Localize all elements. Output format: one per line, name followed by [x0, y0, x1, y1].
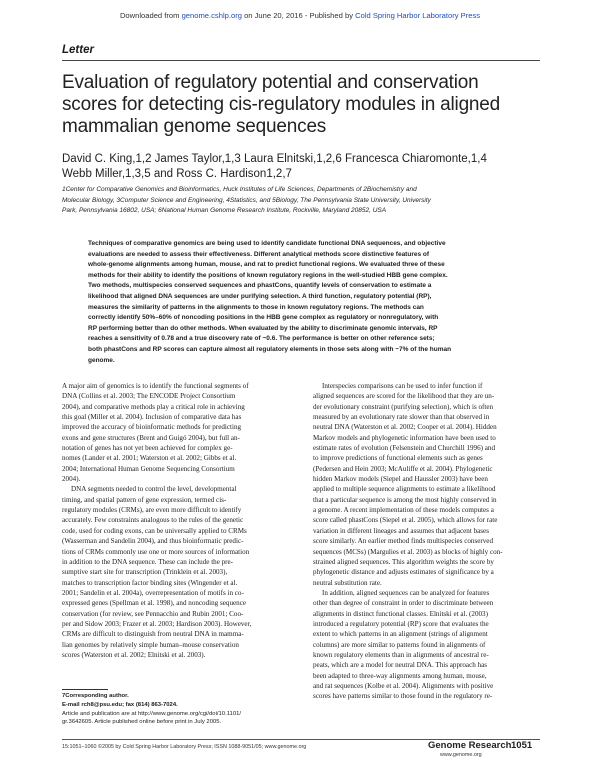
body-line: that a particular sequence is among the most highly conserved in	[313, 495, 497, 504]
abstract-line: RP performing better than do other methods. When evaluated by the ability to discriminate genomic intervals, RP	[88, 324, 438, 332]
body-line: applied to multiple sequence alignments to estimate a likelihood	[313, 485, 496, 494]
body-line: measured by an evolutionary rate slower than that observed in	[313, 413, 490, 422]
footnote-line: 7Corresponding author.	[62, 693, 129, 699]
abstract-line: Two methods, multispecies conserved sequences and phastCons, quantify levels of conservation to estimate a	[88, 282, 432, 290]
body-line: scores have patterns similar to those found in the regulatory re-	[313, 692, 493, 701]
body-line: to improve predictions of functional elements such as genes	[313, 454, 483, 463]
abstract-line: whole-genome alignments among human, mouse, and rat to predict functional regions. We evaluated three of these	[88, 261, 445, 269]
title-line: mammalian genome sequences	[62, 116, 327, 137]
body-line: per and Sidow 2003; Frazer et al. 2003; Hardison 2003). However,	[62, 619, 252, 628]
body-line: code, used for coding exons, can be universally applied to CRMs	[62, 526, 247, 535]
body-line: phylogenetic distance and adjusts estimates of significance by a	[313, 568, 494, 577]
body-line: accurately. Few constraints analogous to the rules of the genetic	[62, 516, 244, 525]
affiliation-line: 1Center for Comparative Genomics and Bioinformatics, Huck Institutes of Life Sciences, Departments of 2Biochemistry and	[62, 186, 417, 193]
body-line: scores (Waterston et al. 2002; Elnitski et al. 2003).	[62, 650, 206, 659]
abstract-line: measures the similarity of patterns in the alignments to those in known regulatory regions. The methods can	[88, 303, 424, 311]
body-line: 2004), and comparative methods play a critical role in achieving	[62, 402, 245, 411]
body-line: notation of genes has not yet been achieved for complex ge-	[62, 444, 233, 453]
title-line: scores for detecting cis-regulatory modules in aligned	[62, 94, 501, 115]
affiliation-line: Park, Pennsylvania 16802, USA; 6National Human Genome Research Institute, Rockville, Maryland 20852, USA	[62, 207, 387, 214]
abstract-line: evaluations are needed to assess their effectiveness. Different analytical methods score distinctive features of	[88, 250, 430, 258]
body-line: hidden Markov models (Siepel and Haussler 2003) have been	[313, 475, 488, 484]
author-line: David C. King,1,2 James Taylor,1,3 Laura Elnitski,1,2,6 Francesca Chiaromonte,1,4	[62, 153, 487, 165]
body-line: strained aligned sequences. This algorithm weights the score by	[313, 557, 494, 566]
body-line: aligned sequences are scored for the likelihood that they are un-	[313, 392, 495, 401]
body-line: score called phastCons (Siepel et al. 2005), which allows for rate	[313, 516, 498, 525]
title-line: Evaluation of regulatory potential and conservation	[62, 72, 479, 93]
download-notice	[0, 11, 600, 20]
body-line: DNA (Collins et al. 2003; The ENCODE Project Consortium	[62, 392, 236, 401]
body-line: estimate rates of evolution (Felsenstein and Churchill 1996) and	[313, 444, 496, 453]
body-line: introduced a regulatory potential (RP) score that evaluates the	[313, 619, 489, 628]
body-line: nomes (Lander et al. 2001; Waterston et al. 2002; Gibbs et al.	[62, 454, 237, 463]
body-line: Markov models and phylogenetic information have been used to	[313, 433, 496, 442]
body-line: Interspecies comparisons can be used to infer function if	[322, 382, 483, 390]
body-line: timing, and spatial pattern of gene expression, termed cis-	[62, 495, 227, 504]
body-line: DNA segments needed to control the level, developmental	[71, 485, 237, 494]
body-line: (Pedersen and Hein 2003; McAuliffe et al. 2004). Phylogenetic	[313, 464, 493, 473]
journal-name: Genome Research	[428, 740, 512, 751]
body-line: In addition, aligned sequences can be analyzed for features	[322, 588, 490, 597]
body-line: variation in different lineages and assumes that adjacent bases	[313, 526, 489, 535]
body-column-left	[62, 381, 284, 660]
publisher-link[interactable]: Cold Spring Harbor Laboratory Press	[355, 11, 481, 20]
abstract	[88, 239, 513, 366]
abstract-line: both phastCons and RP scores can capture almost all regulatory elements in those sets along with ~7% of the human	[88, 345, 452, 353]
body-line: CRMs are difficult to distinguish from neutral DNA in mamma-	[62, 630, 244, 639]
body-line: A major aim of genomics is to identify the functional segments of	[62, 382, 249, 390]
affiliation-line: Molecular Biology, 3Computer Science and Engineering, 4Statistics, and 5Biology, The Pennsylvania State University, University	[62, 196, 431, 204]
body-line: a genome. A recent implementation of these models computes a	[313, 506, 494, 515]
body-line: der evolutionary constraint (purifying selection), which is often	[313, 402, 494, 411]
body-line: this goal (Miller et al. 2004). Inclusion of comparative data has	[62, 413, 242, 422]
body-line: improved the accuracy of bioinformatic methods for predicting	[62, 423, 242, 432]
body-line: in addition to the DNA sequence. These can include the pre-	[62, 557, 234, 566]
download-middle: on June 20, 2016 - Published by	[241, 11, 356, 20]
body-line: peats, which are a model for neutral DNA. This approach has	[313, 661, 488, 670]
abstract-line: genome.	[88, 356, 115, 364]
body-line: lian genomes by relatively simple human–mouse conservation	[62, 640, 239, 649]
copyright-line: 15:1051–1060 ©2005 by Cold Spring Harbor Laboratory Press; ISSN 1088-9051/05; www.genome.org	[62, 744, 307, 750]
footnote-line: Article and publication are at http://www.genome.org/cgi/doi/10.1101/	[62, 710, 242, 717]
journal-url[interactable]: www.genome.org	[440, 752, 482, 758]
body-line: and rat sequences (Kolbe et al. 2004). Alignments with positive	[313, 681, 494, 690]
body-line: exons and gene structures (Brent and Guigó 2004), but full an-	[62, 433, 240, 442]
body-line: known regulatory elements than in alignments of ancestral re-	[313, 650, 489, 659]
body-line: expressed genes (Spellman et al. 1998), and noncoding sequence	[62, 599, 246, 608]
abstract-line: methods for their ability to identify the positions of known regulatory regions in the well-studied HBB gene complex.	[88, 271, 448, 279]
download-prefix: Downloaded from	[119, 11, 182, 20]
body-line: other than degree of constraint in order to discriminate between	[313, 599, 494, 608]
body-line: sumptive start site for transcription (Trinklein et al. 2003),	[62, 568, 228, 577]
author-list	[62, 152, 540, 182]
abstract-line: correctly identify 50%–60% of noncoding positions in the HBB gene complex as regulatory or nonregulatory, with	[88, 314, 439, 322]
body-line: conservation (for review, see Pennacchio and Rubin 2001; Coo-	[62, 609, 244, 618]
body-line: 2004).	[62, 475, 81, 484]
page-number: 1051	[511, 740, 533, 751]
body-line: matches to transcription factor binding sites (Wingender et al.	[62, 578, 238, 587]
body-line: alignments in distinct functional classes. Elnitski et al. (2003)	[313, 609, 488, 618]
abstract-line: likelihood that aligned DNA sequences are under purifying selection. A third function, regulatory potential (RP),	[88, 292, 432, 300]
body-line: tions of CRMs commonly use one or more sources of information	[62, 547, 250, 556]
body-line: neutral DNA (Waterston et al. 2002; Cooper et al. 2004). Hidden	[313, 423, 497, 432]
section-label: Letter	[62, 44, 94, 56]
body-line: extent to which patterns in an alignment (strings of alignment	[313, 630, 488, 639]
header-rule	[62, 60, 540, 61]
body-line: neutral substitution rate.	[313, 578, 382, 587]
footnote-line: gr.3642605. Article published online before print in July 2005.	[62, 719, 222, 726]
body-line: columns) are more similar to patterns found in alignments of	[313, 640, 486, 649]
footnote	[62, 692, 302, 727]
abstract-line: reaches a sensitivity of 0.78 and a true discovery rate of ~0.6. The performance is better on other reference sets;	[88, 335, 435, 343]
body-line: been adapted to three-way alignments among human, mouse,	[313, 671, 487, 680]
article-title	[62, 72, 540, 138]
body-line: score similarly. An earlier method finds multispecies conserved	[313, 537, 493, 546]
body-line: sequences (MCSs) (Margulies et al. 2003) as blocks of highly con-	[313, 547, 503, 556]
author-line: Webb Miller,1,3,5 and Ross C. Hardison1,2,7	[62, 168, 292, 180]
body-column-right	[313, 381, 535, 702]
body-line: 2004; International Human Genome Sequencing Consortium	[62, 464, 235, 473]
affiliations	[62, 185, 540, 217]
body-line: (Wasserman and Sandelin 2004), and thus bioinformatic predic-	[62, 537, 244, 546]
body-line: regulatory modules (CRMs), are even more difficult to identify	[62, 506, 242, 515]
body-line: 2001; Sandelin et al. 2004a), overrepresentation of motifs in co-	[62, 588, 244, 597]
site-link[interactable]: genome.cshlp.org	[181, 11, 242, 20]
footnote-rule	[62, 689, 108, 690]
footnote-line: E-mail rch8@psu.edu; fax (814) 863-7024.	[62, 701, 178, 708]
abstract-line: Techniques of comparative genomics are being used to identify candidate functional DNA sequences, and objective	[88, 240, 446, 247]
